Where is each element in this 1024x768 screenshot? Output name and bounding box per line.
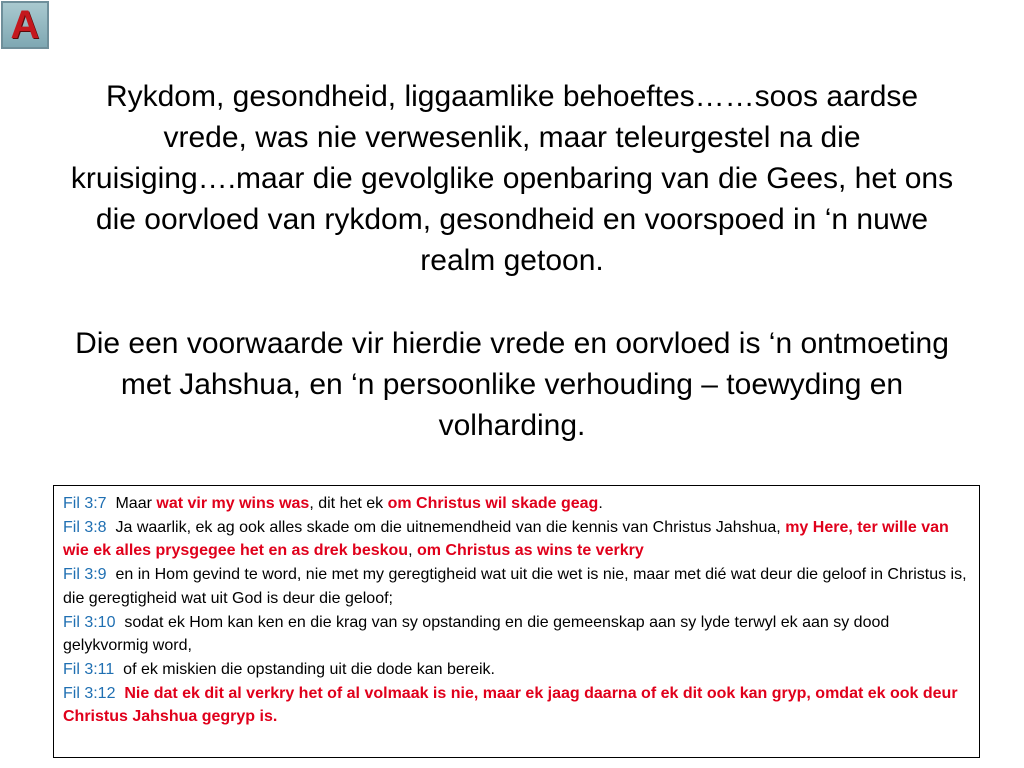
verse-fil-3-10 bbox=[63, 611, 970, 658]
verse-fil-3-8 bbox=[63, 516, 970, 563]
scripture-reference-box bbox=[53, 485, 980, 758]
verse-text: sodat ek Hom kan ken en die krag van sy opstanding en die gemeenskap aan sy lyde terwyl ek aan sy dood gelykvormig word, bbox=[63, 613, 890, 655]
verse-reference: Fil 3:7 bbox=[63, 495, 107, 512]
verse-reference: Fil 3:11 bbox=[63, 660, 115, 678]
verse-text: , bbox=[408, 542, 417, 560]
main-paragraph-1: Rykdom, gesondheid, liggaamlike behoeftes……soos aardse vrede, was nie verwesenlik, maar teleurgestel na die kruisiging….maar die gevolglike openbaring van die Gees, het ons die oorvloed van rykdom, gesondheid en voorspoed in ‘n nuwe realm getoon. bbox=[70, 80, 954, 277]
verse-highlight: wat vir my wins was bbox=[156, 495, 310, 512]
verse-highlight: Nie dat ek dit al verkry het of al volmaak is nie, maar ek jaag daarna of ek dit ook kan gryp, omdat ek ook deur Christus Jahshua gegryp is. bbox=[63, 684, 958, 726]
badge-letter: A bbox=[10, 3, 40, 47]
verse-fil-3-11 bbox=[63, 658, 970, 682]
verse-reference: Fil 3:8 bbox=[63, 518, 107, 536]
main-paragraph-2: Die een voorwaarde vir hierdie vrede en oorvloed is ‘n ontmoeting met Jahshua, en ‘n persoonlike verhouding – toewyding en volharding. bbox=[75, 327, 949, 442]
verse-text: . bbox=[598, 495, 603, 512]
verse-text: en in Hom gevind te word, nie met my geregtigheid wat uit die wet is nie, maar met dié wat deur die geloof in Christus is, die geregtigheid wat uit God is deur die geloof; bbox=[63, 566, 967, 607]
verse-reference: Fil 3:9 bbox=[63, 566, 107, 584]
verse-text: Ja waarlik, ek ag ook alles skade om die uitnemendheid van die kennis van Christus Jahshua, bbox=[115, 518, 786, 536]
verse-highlight: om Christus wil skade geag bbox=[387, 495, 599, 512]
verse-fil-3-7 bbox=[63, 492, 970, 516]
verse-highlight: om Christus as wins te verkry bbox=[416, 542, 644, 560]
verse-text: Maar bbox=[115, 495, 157, 512]
verse-fil-3-12 bbox=[63, 682, 970, 729]
verse-text: , dit het ek bbox=[309, 495, 388, 512]
verse-reference: Fil 3:12 bbox=[63, 684, 116, 702]
verse-highlight: my Here, ter wille van wie ek alles prysgegee het en as drek beskou bbox=[63, 518, 949, 560]
verse-text: of ek miskien die opstanding uit die dode kan bereik. bbox=[123, 660, 495, 678]
letter-badge bbox=[1, 1, 49, 49]
verse-reference: Fil 3:10 bbox=[63, 613, 116, 631]
verse-fil-3-9 bbox=[63, 563, 970, 610]
